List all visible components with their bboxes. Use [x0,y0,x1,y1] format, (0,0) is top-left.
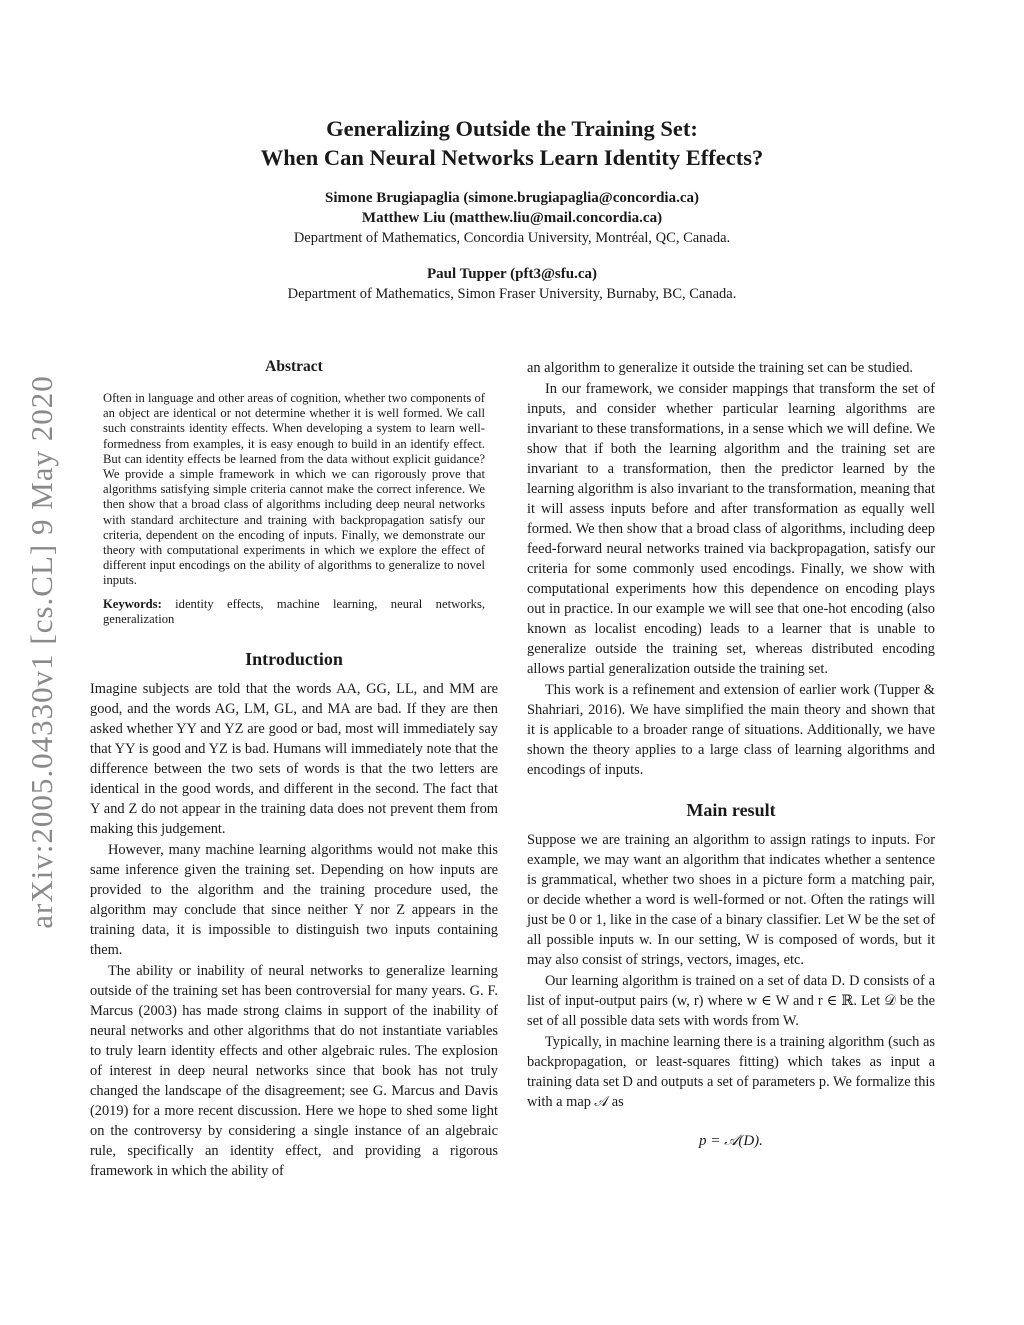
intro-paragraph-2: However, many machine learning algorithms would not make this same inference given the training set. Depending on how inputs are provided to the algorithm and the training procedure used, the algorithm may conclude that since neither Y nor Z appears in the training data, it is impossible to distinguish two inputs containing them. [90,842,498,959]
keywords-label: Keywords: [103,596,162,611]
intro-paragraph-5: This work is a refinement and extension of earlier work (Tupper & Shahriari, 2016). We have simplified the main theory and shown that it is applicable to a broader range of situations. Additionally, we have shown the theory applies to a large class of learning algorithms and encodings of inputs. [527,682,935,778]
author-3: Paul Tupper (pft3@sfu.ca) [427,266,597,282]
introduction-body [90,679,498,1181]
paper-title [90,114,934,172]
keywords [103,597,485,627]
author-block [90,188,934,304]
abstract-heading: Abstract [265,358,323,375]
keywords-text: identity effects, machine learning, neural networks, generalization [103,596,485,626]
intro-paragraph-1: Imagine subjects are told that the words AA, GG, LL, and MM are good, and the words AG, LM, GL, and MA are bad. If they are then asked whether YY and YZ are good or bad, most will immediately say that YY is good and YZ is bad. Humans will immediately note that the difference between the two sets of words is that the two letters are identical in the good words, and different in the second. The fact that Y and Z do not appear in the training data does not prevent them from making this judgement. [90,681,498,838]
main-paragraph-1: Suppose we are training an algorithm to assign ratings to inputs. For example, we may want an algorithm that indicates whether a sentence is grammatical, whether two shoes in a picture form a matching pair, or decide whether a word is well-formed or not. Often the ratings will just be 0 or 1, like in the case of a binary classifier. Let W be the set of all possible inputs w. In our setting, W is composed of words, but it may also consist of strings, vectors, images, etc. [527,832,935,968]
intro-paragraph-3: The ability or inability of neural networks to generalize learning outside of the training set has been controversial for many years. G. F. Marcus (2003) has made strong claims in support of the inability of neural networks and other algorithms that do not instantiate variables to truly learn identity effects and other algebraic rules. The explosion of interest in deep neural networks since that book has not truly changed the landscape of the disagreement; see G. Marcus and Davis (2019) for a more recent discussion. Here we hope to shed some light on the controversy by considering a single instance of an algebraic rule, specifically an identity effect, and providing a rigorous framework in which the ability of [90,963,498,1180]
intro-continuation: an algorithm to generalize it outside the training set can be studied. [527,360,914,376]
introduction-heading: Introduction [245,649,343,670]
main-result-body [527,830,935,1112]
paper-header [90,114,934,304]
abstract-body [103,391,485,627]
affiliation-1: Department of Mathematics, Concordia University, Montréal, QC, Canada. [293,230,731,246]
main-result-heading: Main result [686,800,776,820]
equation-p-equals-a-of-d: p = 𝒜(D). [699,1133,763,1149]
abstract-text: Often in language and other areas of cognition, whether two components of an object are identical or not determine whether it is well formed. We call such constraints identity effects. When developing a system to learn well-formedness from examples, it is easy enough to build in an identify effect. But can identity effects be learned from the data without explicit guidance? We provide a simple framework in which we can rigorously prove that algorithms satisfying simple criteria cannot make the correct inference. We then show that a broad class of algorithms including deep neural networks with standard architecture and training with backpropagation satisfy our criteria, dependent on the encoding of inputs. Finally, we demonstrate our theory with computational experiments in which we explore the effect of different input encodings on the ability of algorithms to generalize to novel inputs. [103,391,485,588]
author-2: Matthew Liu (matthew.liu@mail.concordia.ca) [361,210,663,226]
arxiv-id-text[interactable]: arXiv:2005.04330v1 [cs.CL] 9 May 2020 [24,375,60,929]
affiliation-2: Department of Mathematics, Simon Fraser University, Burnaby, BC, Canada. [287,286,737,302]
main-paragraph-2: Our learning algorithm is trained on a set of data D. D consists of a list of input-output pairs (w, r) where w ∈ W and r ∈ ℝ. Let 𝒟 be the set of all possible data sets with words from W. [527,973,935,1029]
title-line-2: When Can Neural Networks Learn Identity Effects? [260,145,764,170]
title-line-1: Generalizing Outside the Training Set: [326,116,698,141]
left-column [90,358,498,1181]
right-column [527,358,935,1150]
arxiv-stamp [20,352,64,952]
introduction-continued [527,358,935,780]
author-1: Simone Brugiapaglia (simone.brugiapaglia@concordia.ca) [325,190,699,206]
main-paragraph-3: Typically, in machine learning there is a training algorithm (such as backpropagation, or least-squares fitting) which takes as input a training data set D and outputs a set of parameters p. We formalize this with a map 𝒜 as [527,1034,935,1110]
intro-paragraph-4: In our framework, we consider mappings that transform the set of inputs, and consider whether particular learning algorithms are invariant to these transformations, in a sense which we will define. We show that if both the learning algorithm and the training set are invariant to a transformation, then the predictor learned by the learning algorithm is also invariant to the transformation, meaning that it will assess inputs before and after transformation as equally well formed. We then show that a broad class of algorithms, including deep feed-forward neural networks trained via backpropagation, satisfy our criteria for some commonly used encodings. Finally, we show with computational experiments how this dependence on encoding plays out in practice. In our example we will see that one-hot encoding (also known as localist encoding) leads to a learner that is unable to generalize outside the training set, whereas distributed encoding allows partial generalization outside the training set. [527,381,935,677]
